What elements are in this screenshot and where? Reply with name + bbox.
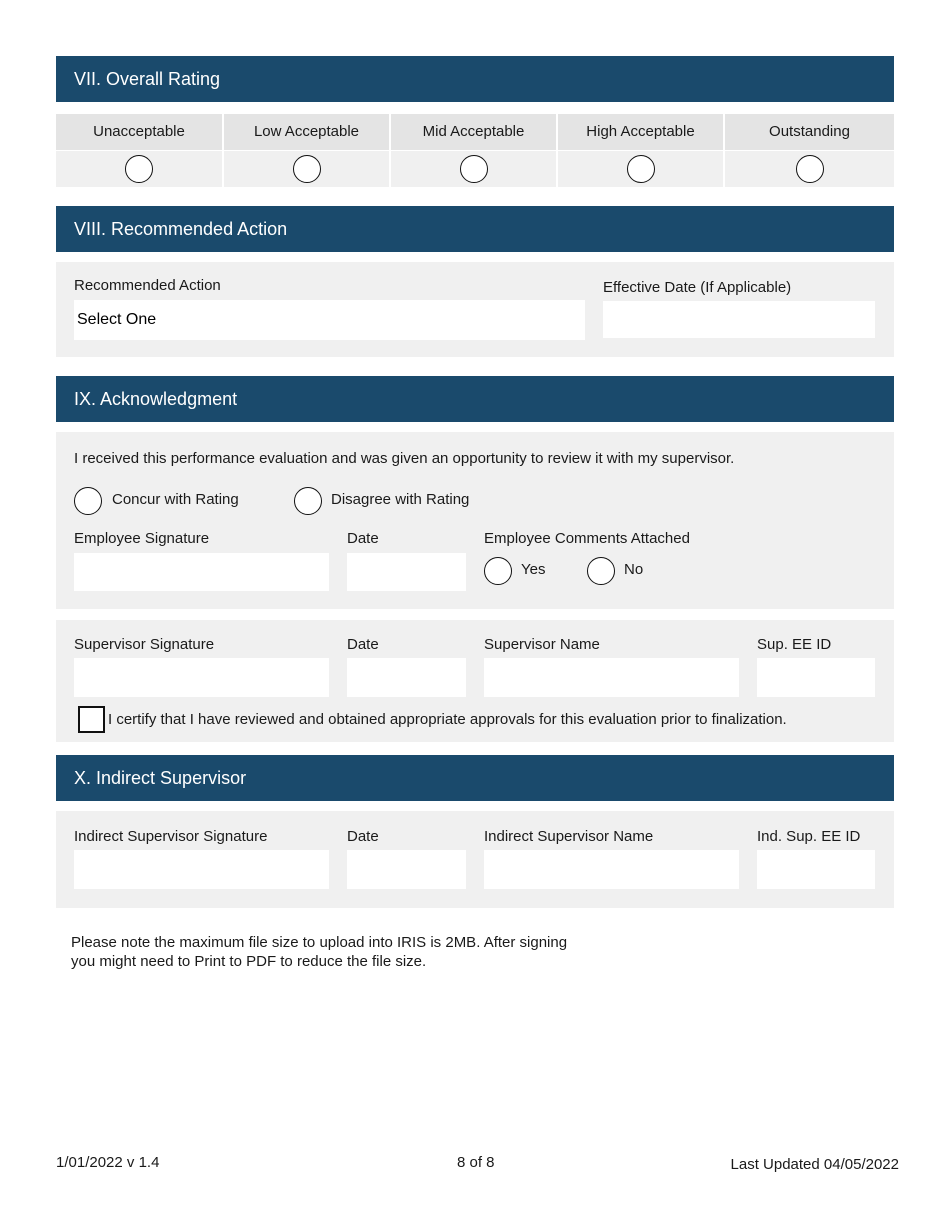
note-line-1: Please note the maximum file size to upload into IRIS is 2MB. After signing (71, 934, 568, 951)
rating-label-unacceptable: Unacceptable (56, 114, 222, 150)
indirect-signature-field[interactable] (74, 850, 329, 889)
supervisor-date-input[interactable] (347, 658, 466, 697)
effective-date-input[interactable] (603, 301, 875, 338)
disagree-radio[interactable] (294, 487, 322, 515)
rating-radio-outstanding[interactable] (796, 155, 824, 183)
indirect-name-label: Indirect Supervisor Name (484, 828, 654, 845)
comments-no-label: No (624, 561, 644, 578)
certify-text: I certify that I have reviewed and obtained appropriate approvals for this evaluation prior to finalization. (108, 711, 787, 728)
supervisor-date-label: Date (347, 636, 379, 653)
rating-radio-mid-acceptable[interactable] (460, 155, 488, 183)
employee-signature-field[interactable] (74, 553, 329, 591)
comments-yes-radio[interactable] (484, 557, 512, 585)
overall-rating-header: VII. Overall Rating (56, 56, 894, 102)
rating-radio-low-acceptable[interactable] (293, 155, 321, 183)
recommended-action-select[interactable]: Select One (74, 300, 585, 340)
indirect-name-input[interactable] (484, 850, 739, 889)
rating-label-low-acceptable: Low Acceptable (224, 114, 389, 150)
indirect-supervisor-header: X. Indirect Supervisor (56, 755, 894, 801)
supervisor-name-input[interactable] (484, 658, 739, 697)
indirect-id-label: Ind. Sup. EE ID (757, 828, 861, 845)
employee-signature-label: Employee Signature (74, 530, 210, 547)
indirect-id-input[interactable] (757, 850, 875, 889)
footer-last-updated: Last Updated 04/05/2022 (730, 1156, 899, 1173)
rating-label-high-acceptable: High Acceptable (558, 114, 723, 150)
note-line-2: you might need to Print to PDF to reduce the file size. (71, 953, 427, 970)
acknowledgment-header: IX. Acknowledgment (56, 376, 894, 422)
rating-cell-outstanding (725, 151, 894, 187)
effective-date-label: Effective Date (If Applicable) (603, 279, 792, 296)
supervisor-signature-label: Supervisor Signature (74, 636, 215, 653)
footer-version: 1/01/2022 v 1.4 (56, 1154, 160, 1171)
employee-date-label: Date (347, 530, 379, 547)
supervisor-id-label: Sup. EE ID (757, 636, 832, 653)
acknowledgment-statement: I received this performance evaluation and was given an opportunity to review it with my supervisor. (74, 450, 735, 467)
footer-page-number: 8 of 8 (457, 1154, 495, 1171)
concur-radio[interactable] (74, 487, 102, 515)
employee-date-input[interactable] (347, 553, 466, 591)
employee-comments-label: Employee Comments Attached (484, 530, 690, 547)
indirect-date-input[interactable] (347, 850, 466, 889)
rating-cell-unacceptable (56, 151, 222, 187)
supervisor-name-label: Supervisor Name (484, 636, 600, 653)
rating-label-outstanding: Outstanding (725, 114, 894, 150)
certify-checkbox[interactable] (78, 706, 105, 733)
rating-label-mid-acceptable: Mid Acceptable (391, 114, 556, 150)
indirect-date-label: Date (347, 828, 379, 845)
indirect-signature-label: Indirect Supervisor Signature (74, 828, 268, 845)
comments-yes-label: Yes (521, 561, 546, 578)
disagree-label: Disagree with Rating (331, 491, 470, 508)
rating-radio-high-acceptable[interactable] (627, 155, 655, 183)
rating-radio-unacceptable[interactable] (125, 155, 153, 183)
comments-no-radio[interactable] (587, 557, 615, 585)
supervisor-signature-field[interactable] (74, 658, 329, 697)
rating-cell-mid-acceptable (391, 151, 556, 187)
recommended-action-header: VIII. Recommended Action (56, 206, 894, 252)
concur-label: Concur with Rating (112, 491, 239, 508)
rating-cell-high-acceptable (558, 151, 723, 187)
supervisor-id-input[interactable] (757, 658, 875, 697)
recommended-action-label: Recommended Action (74, 277, 221, 294)
rating-cell-low-acceptable (224, 151, 389, 187)
